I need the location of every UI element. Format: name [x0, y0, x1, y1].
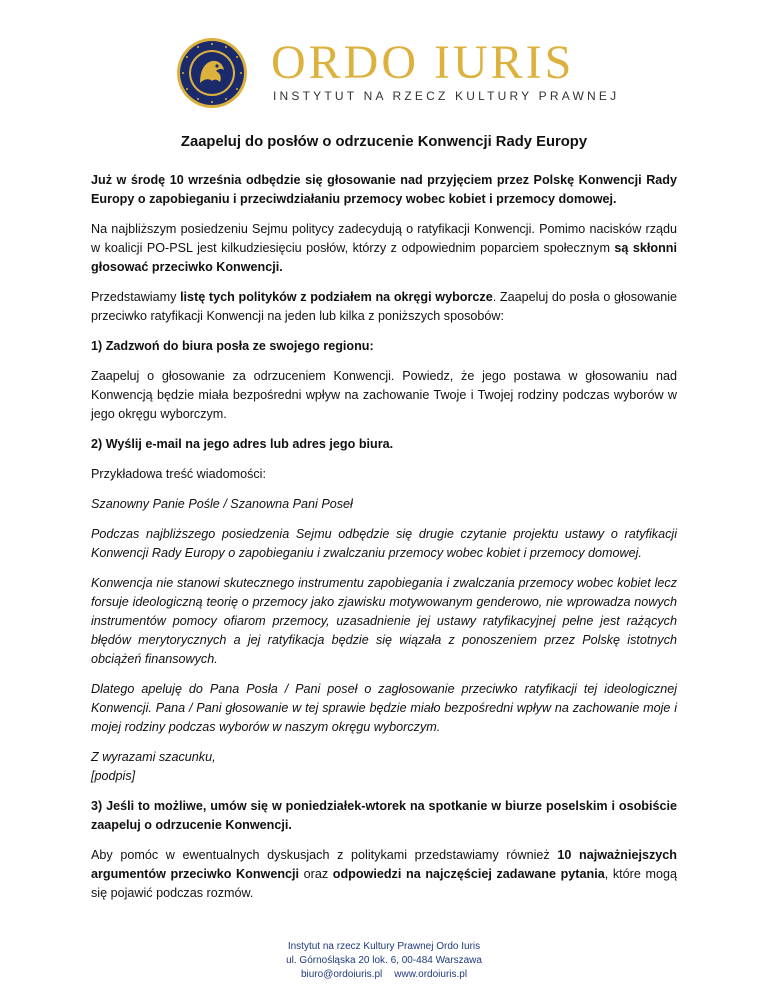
brand-subtitle: INSTYTUT NA RZECZ KULTURY PRAWNEJ	[273, 89, 620, 103]
footer-email[interactable]: biuro@ordoiuris.pl	[300, 969, 383, 980]
letter-closing	[91, 748, 677, 786]
step-1-heading	[91, 337, 677, 356]
footer-website[interactable]: www.ordoiuris.pl	[394, 969, 468, 980]
step-1-heading-text: 1) Zadzwoń do biura posła ze swojego regionu:	[91, 339, 374, 353]
paragraph-1-bold: są skłonni głosować przeciwko Konwencji.	[91, 241, 677, 274]
paragraph-1	[91, 220, 677, 277]
letter-paragraph-3: Dlatego apeluję do Pana Posła / Pani poseł o zagłosowanie przeciwko ratyfikacji tej ideologicznej Konwencji. Pana / Pani głosowanie w tej sprawie będzie miało bezpośredni wpływ na zachowanie moje i mojej rodziny podczas wyborów w naszym okręgu wyborczym.	[91, 682, 677, 734]
ordo-iuris-seal-logo	[176, 37, 248, 109]
letter-signature: [podpis]	[91, 769, 136, 783]
arguments-link[interactable]: 10 najważniejszych argumentów przeciwko Konwencji	[91, 848, 677, 881]
politicians-list-link[interactable]: listę tych polityków z podziałem na okręgi wyborcze	[180, 290, 493, 304]
footer-org-name: Instytut na rzecz Kultury Prawnej Ordo Iuris	[287, 941, 481, 952]
paragraph-2-post: . Zaapeluj do posła o głosowanie przeciwko ratyfikacji Konwencji na jeden lub kilka z poniższych sposobów:	[91, 290, 678, 323]
letterhead	[176, 36, 620, 109]
intro-text: Już w środę 10 września odbędzie się głosowanie nad przyjęciem przez Polskę Konwencji Rady Europy o zapobieganiu i przeciwdziałaniu przemocy wobec kobiet i przemocy domowej.	[91, 173, 677, 206]
letter-salutation: Szanowny Panie Pośle / Szanowna Pani Poseł	[91, 497, 353, 511]
paragraph-1-text: Na najbliższym posiedzeniu Sejmu politycy zadecydują o ratyfikacji Konwencji. Pomimo nacisków rządu w koalicji PO-PSL jest kilkudziesięciu posłów, którzy z odpowiednim poparciem społecznym	[91, 222, 677, 255]
faq-link[interactable]: odpowiedzi na najczęściej zadawane pytania	[332, 867, 605, 881]
paragraph-2-pre: Przedstawiamy	[91, 290, 181, 304]
letter-paragraph-1: Podczas najbliższego posiedzenia Sejmu odbędzie się drugie czytanie projektu ustawy o ratyfikacji Konwencji Rady Europy o zapobieganiu i zwalczaniu przemocy wobec kobiet i przemocy domowej.	[91, 527, 677, 560]
closing-pre: Aby pomóc w ewentualnych dyskusjach z politykami przedstawiamy również	[91, 848, 558, 862]
document-body	[91, 132, 677, 914]
step-2-heading-text: 2) Wyślij e-mail na jego adres lub adres jego biura.	[91, 437, 394, 451]
intro-paragraph	[91, 171, 677, 209]
footer	[0, 940, 768, 982]
paragraph-2	[91, 288, 677, 326]
step-1-text: Zaapeluj o głosowanie za odrzuceniem Konwencji. Powiedz, że jego postawa w głosowaniu nad Konwencją będzie miała bezpośredni wpływ na zachowanie Twoje i Twojej rodziny podczas wyborów w jego okręgu wyborczym.	[91, 369, 677, 421]
letter-closing-text: Z wyrazami szacunku,	[91, 750, 216, 764]
closing-paragraph	[91, 846, 677, 903]
footer-address: ul. Górnośląska 20 lok. 6, 00-484 Warszawa	[286, 955, 482, 966]
page-title: Zaapeluj do posłów o odrzucenie Konwencji Rady Europy	[180, 134, 588, 150]
step-3-heading	[91, 797, 677, 835]
brand-name: ORDO IURIS	[271, 36, 575, 89]
closing-mid: oraz	[299, 867, 333, 881]
letter-paragraph-2: Konwencja nie stanowi skutecznego instrumentu zapobiegania i zwalczania przemocy wobec kobiet lecz forsuje ideologiczną teorię o przemocy jako zjawisku motywowanym genderowo, nie wprowadza nowych instrumentów pomocy ofiarom przemocy, uzasadnienie jej ustawy ratyfikacyjnej pełne jest rażących błędów merytorycznych a jej ratyfikacja będzie się wiązała z ponoszeniem przez Polskę istotnych obciążeń finansowych.	[91, 576, 677, 666]
example-label: Przykładowa treść wiadomości:	[91, 467, 266, 481]
footer-contact	[0, 968, 768, 982]
step-2-heading	[91, 435, 677, 454]
step-3-heading-text: 3) Jeśli to możliwe, umów się w poniedziałek-wtorek na spotkanie w biurze poselskim i osobiście zaapeluj o odrzucenie Konwencji.	[91, 799, 677, 832]
closing-post: , które mogą się pojawić podczas rozmów.	[91, 867, 677, 900]
